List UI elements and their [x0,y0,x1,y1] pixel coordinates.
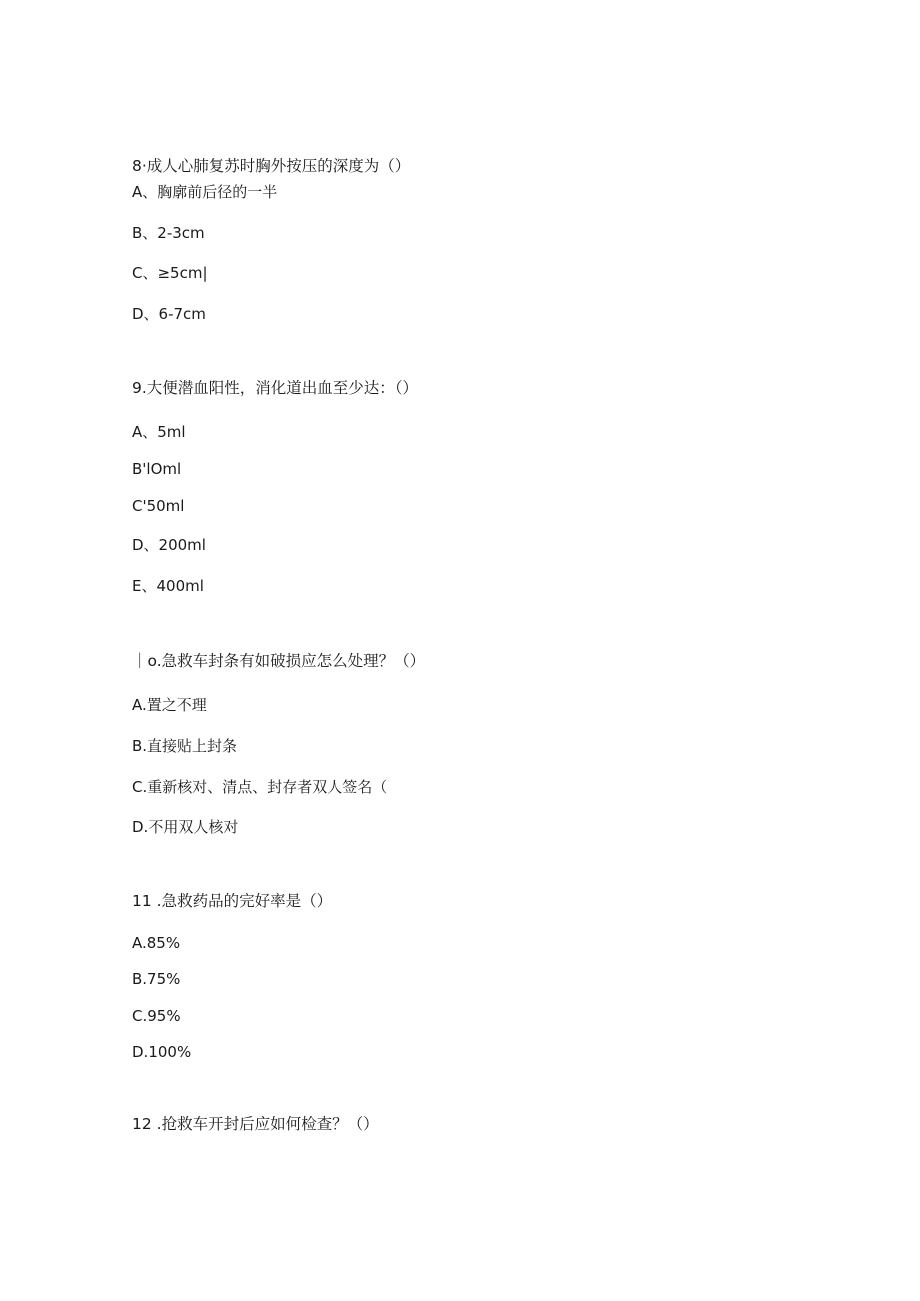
option-d: D、6-7cm [132,305,206,323]
option-c: C'50ml [132,497,185,515]
option-a: A.置之不理 [132,696,207,714]
option-e: E、400ml [132,577,204,595]
option-c: C.95% [132,1007,181,1025]
option-c: C、≥5cm| [132,264,208,282]
question-stem: ｜o.急救车封条有如破损应怎么处理？（） [132,652,426,670]
option-b: B'lOml [132,460,182,478]
question-stem: 8·成人心肺复苏时胸外按压的深度为（） [132,157,411,175]
question-stem: 11 .急救药品的完好率是（） [132,892,333,910]
option-b: B.75% [132,970,181,988]
question-stem: 9.大便潜血阳性，消化道出血至少达：（） [132,379,419,397]
option-d: D.不用双人核对 [132,818,239,836]
option-a: A、5ml [132,423,186,441]
option-d: D、200ml [132,536,206,554]
option-b: B.直接贴上封条 [132,737,238,755]
question-stem: 12 .抢救车开封后应如何检查？（） [132,1115,379,1133]
option-c: C.重新核对、清点、封存者双人签名（ [132,778,388,796]
option-b: B、2-3cm [132,224,205,242]
option-a: A、胸廓前后径的一半 [132,183,278,201]
option-d: D.100% [132,1043,192,1061]
option-a: A.85% [132,934,181,952]
